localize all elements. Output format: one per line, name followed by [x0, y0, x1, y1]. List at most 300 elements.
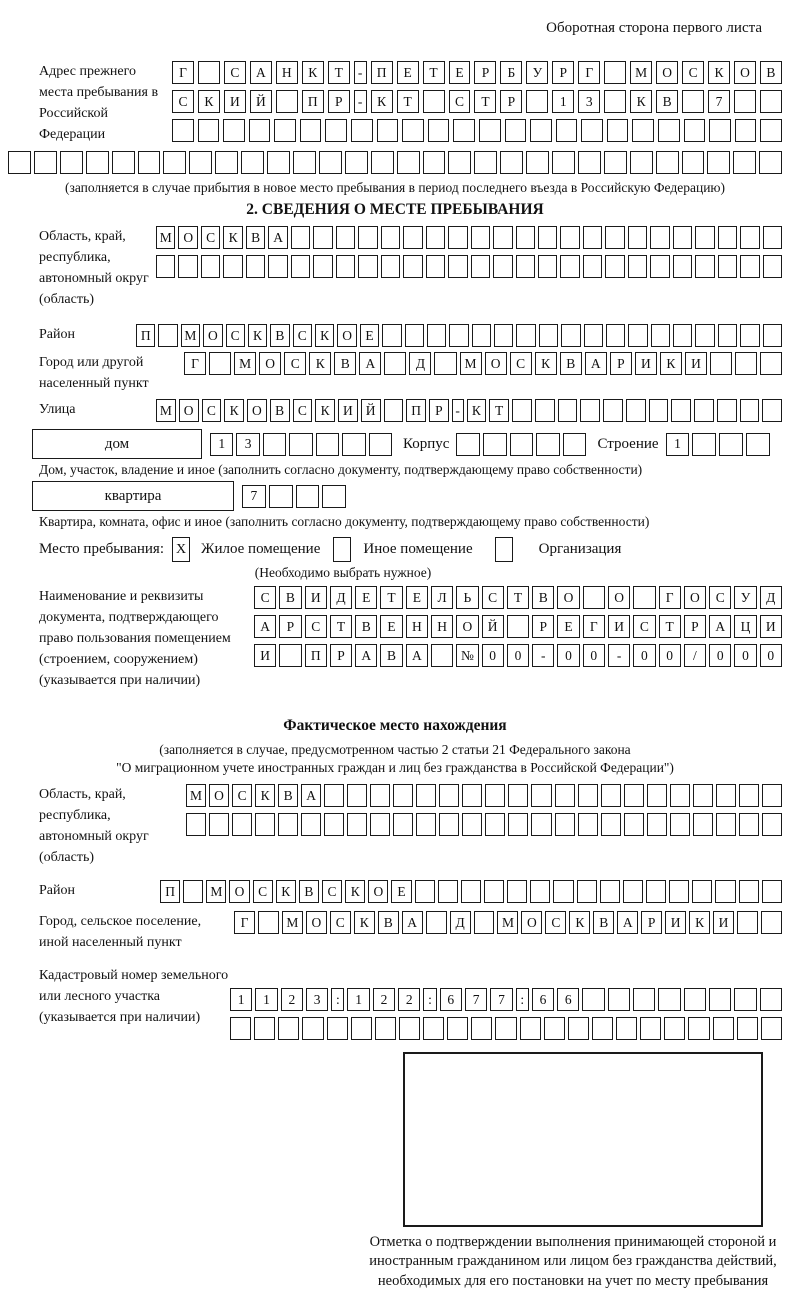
char-cell[interactable] [526, 90, 548, 113]
char-cell[interactable] [516, 226, 535, 249]
char-cell[interactable] [301, 813, 321, 836]
char-cell[interactable]: Р [279, 615, 301, 638]
char-cell[interactable] [684, 988, 706, 1011]
char-cell[interactable] [600, 880, 620, 903]
char-cell[interactable] [86, 151, 109, 174]
char-cell[interactable] [740, 226, 759, 249]
char-cell[interactable]: К [660, 352, 682, 375]
char-cell[interactable]: 6 [440, 988, 462, 1011]
char-cell[interactable]: У [526, 61, 548, 84]
char-cell[interactable] [734, 90, 756, 113]
char-cell[interactable]: С [293, 399, 313, 422]
char-cell[interactable] [536, 433, 560, 456]
char-cell[interactable]: С [682, 61, 704, 84]
char-cell[interactable] [263, 433, 286, 456]
char-cell[interactable]: А [585, 352, 607, 375]
char-cell[interactable] [183, 880, 203, 903]
char-cell[interactable] [448, 255, 467, 278]
char-cell[interactable] [762, 784, 782, 807]
char-cell[interactable] [555, 813, 575, 836]
char-cell[interactable] [761, 1017, 782, 1040]
char-cell[interactable]: М [186, 784, 206, 807]
char-cell[interactable]: Т [474, 90, 496, 113]
char-cell[interactable] [384, 399, 404, 422]
char-cell[interactable]: В [334, 352, 356, 375]
char-cell[interactable]: Т [330, 615, 352, 638]
char-cell[interactable] [692, 433, 716, 456]
char-cell[interactable] [479, 119, 501, 142]
char-cell[interactable]: С [293, 324, 312, 347]
char-cell[interactable]: И [224, 90, 246, 113]
char-cell[interactable] [319, 151, 342, 174]
char-cell[interactable]: Г [184, 352, 206, 375]
char-cell[interactable] [493, 255, 512, 278]
char-cell[interactable]: 1 [552, 90, 574, 113]
char-cell[interactable]: Е [391, 880, 411, 903]
char-cell[interactable]: М [630, 61, 652, 84]
char-cell[interactable] [241, 151, 264, 174]
char-cell[interactable] [448, 226, 467, 249]
char-cell[interactable]: А [355, 644, 377, 667]
char-cell[interactable] [399, 1017, 420, 1040]
char-cell[interactable] [313, 255, 332, 278]
char-cell[interactable] [507, 615, 529, 638]
char-cell[interactable]: В [279, 586, 301, 609]
char-cell[interactable]: 0 [507, 644, 529, 667]
char-cell[interactable]: В [532, 586, 554, 609]
char-cell[interactable] [358, 226, 377, 249]
char-cell[interactable] [198, 119, 220, 142]
char-cell[interactable] [606, 324, 625, 347]
char-cell[interactable]: Д [409, 352, 431, 375]
char-cell[interactable] [201, 255, 220, 278]
char-cell[interactable]: С [172, 90, 194, 113]
char-cell[interactable]: 7 [242, 485, 266, 508]
char-cell[interactable] [500, 151, 523, 174]
char-cell[interactable]: Т [659, 615, 681, 638]
char-cell[interactable] [628, 255, 647, 278]
char-cell[interactable]: В [246, 226, 265, 249]
char-cell[interactable] [693, 813, 713, 836]
char-cell[interactable]: Б [500, 61, 522, 84]
char-cell[interactable]: Д [330, 586, 352, 609]
char-cell[interactable]: 7 [465, 988, 487, 1011]
char-cell[interactable] [630, 151, 653, 174]
char-cell[interactable]: 2 [373, 988, 395, 1011]
char-cell[interactable] [371, 151, 394, 174]
char-cell[interactable] [582, 988, 604, 1011]
char-cell[interactable]: И [713, 911, 734, 934]
char-cell[interactable] [760, 90, 782, 113]
char-cell[interactable]: Й [482, 615, 504, 638]
char-cell[interactable]: О [684, 586, 706, 609]
char-cell[interactable] [393, 784, 413, 807]
char-cell[interactable] [739, 813, 759, 836]
char-cell[interactable]: О [306, 911, 327, 934]
char-cell[interactable] [456, 433, 480, 456]
char-cell[interactable]: Е [397, 61, 419, 84]
char-cell[interactable] [60, 151, 83, 174]
char-cell[interactable]: А [709, 615, 731, 638]
char-cell[interactable] [578, 813, 598, 836]
char-cell[interactable] [258, 911, 279, 934]
char-cell[interactable] [531, 784, 551, 807]
char-cell[interactable] [740, 399, 760, 422]
char-cell[interactable]: В [380, 644, 402, 667]
char-cell[interactable]: : [331, 988, 344, 1011]
char-cell[interactable] [739, 880, 759, 903]
char-cell[interactable] [403, 255, 422, 278]
apartment-field-box[interactable] [32, 481, 234, 511]
char-cell[interactable] [761, 911, 782, 934]
char-cell[interactable] [267, 151, 290, 174]
char-cell[interactable] [538, 255, 557, 278]
char-cell[interactable] [230, 1017, 251, 1040]
char-cell[interactable] [673, 226, 692, 249]
char-cell[interactable]: Н [406, 615, 428, 638]
char-cell[interactable]: М [181, 324, 200, 347]
char-cell[interactable]: 7 [490, 988, 512, 1011]
char-cell[interactable] [209, 352, 231, 375]
char-cell[interactable] [555, 784, 575, 807]
char-cell[interactable] [669, 880, 689, 903]
char-cell[interactable]: 0 [709, 644, 731, 667]
char-cell[interactable] [279, 644, 301, 667]
char-cell[interactable]: С [322, 880, 342, 903]
char-cell[interactable] [628, 226, 647, 249]
char-cell[interactable] [592, 1017, 613, 1040]
char-cell[interactable] [485, 813, 505, 836]
char-cell[interactable] [580, 399, 600, 422]
char-cell[interactable] [733, 151, 756, 174]
char-cell[interactable] [762, 399, 782, 422]
char-cell[interactable] [647, 784, 667, 807]
char-cell[interactable] [715, 880, 735, 903]
char-cell[interactable] [189, 151, 212, 174]
char-cell[interactable]: Р [684, 615, 706, 638]
char-cell[interactable]: В [760, 61, 782, 84]
char-cell[interactable] [746, 433, 770, 456]
char-cell[interactable]: С [224, 61, 246, 84]
char-cell[interactable] [471, 1017, 492, 1040]
char-cell[interactable] [402, 119, 424, 142]
char-cell[interactable] [563, 433, 587, 456]
char-cell[interactable] [382, 324, 401, 347]
char-cell[interactable]: О [247, 399, 267, 422]
char-cell[interactable] [375, 1017, 396, 1040]
char-cell[interactable] [760, 352, 782, 375]
char-cell[interactable]: С [253, 880, 273, 903]
char-cell[interactable] [695, 255, 714, 278]
char-cell[interactable] [255, 813, 275, 836]
char-cell[interactable] [601, 813, 621, 836]
char-cell[interactable] [112, 151, 135, 174]
char-cell[interactable]: К [248, 324, 267, 347]
char-cell[interactable]: 1 [255, 988, 277, 1011]
char-cell[interactable] [713, 1017, 734, 1040]
char-cell[interactable] [605, 255, 624, 278]
char-cell[interactable] [656, 151, 679, 174]
char-cell[interactable]: 6 [532, 988, 554, 1011]
char-cell[interactable] [428, 119, 450, 142]
char-cell[interactable] [650, 226, 669, 249]
char-cell[interactable] [682, 151, 705, 174]
char-cell[interactable] [693, 784, 713, 807]
char-cell[interactable]: Г [583, 615, 605, 638]
char-cell[interactable] [377, 119, 399, 142]
char-cell[interactable]: С [633, 615, 655, 638]
char-cell[interactable]: О [209, 784, 229, 807]
char-cell[interactable] [632, 119, 654, 142]
char-cell[interactable]: К [371, 90, 393, 113]
char-cell[interactable]: 3 [578, 90, 600, 113]
char-cell[interactable]: П [302, 90, 324, 113]
char-cell[interactable] [718, 255, 737, 278]
char-cell[interactable] [561, 324, 580, 347]
char-cell[interactable] [626, 399, 646, 422]
char-cell[interactable]: В [378, 911, 399, 934]
char-cell[interactable]: 0 [659, 644, 681, 667]
char-cell[interactable]: А [254, 615, 276, 638]
char-cell[interactable]: С [305, 615, 327, 638]
char-cell[interactable] [695, 226, 714, 249]
char-cell[interactable] [484, 880, 504, 903]
char-cell[interactable]: Г [659, 586, 681, 609]
char-cell[interactable] [531, 813, 551, 836]
char-cell[interactable] [510, 433, 534, 456]
char-cell[interactable] [316, 433, 339, 456]
char-cell[interactable] [254, 1017, 275, 1040]
char-cell[interactable] [526, 151, 549, 174]
char-cell[interactable]: К [224, 399, 244, 422]
char-cell[interactable]: С [545, 911, 566, 934]
char-cell[interactable] [336, 255, 355, 278]
char-cell[interactable]: Н [276, 61, 298, 84]
char-cell[interactable]: С [201, 226, 220, 249]
char-cell[interactable]: Е [380, 615, 402, 638]
char-cell[interactable] [269, 485, 293, 508]
char-cell[interactable] [434, 352, 456, 375]
char-cell[interactable]: 1 [230, 988, 252, 1011]
char-cell[interactable] [336, 226, 355, 249]
char-cell[interactable]: П [305, 644, 327, 667]
char-cell[interactable]: № [456, 644, 478, 667]
char-cell[interactable] [291, 255, 310, 278]
char-cell[interactable] [384, 352, 406, 375]
char-cell[interactable]: : [423, 988, 436, 1011]
house-field-box[interactable] [32, 429, 202, 459]
char-cell[interactable]: - [452, 399, 464, 422]
char-cell[interactable] [483, 433, 507, 456]
char-cell[interactable] [624, 813, 644, 836]
char-cell[interactable] [716, 813, 736, 836]
char-cell[interactable]: - [532, 644, 554, 667]
char-cell[interactable] [423, 1017, 444, 1040]
char-cell[interactable] [381, 226, 400, 249]
char-cell[interactable]: И [760, 615, 782, 638]
char-cell[interactable] [658, 988, 680, 1011]
char-cell[interactable] [670, 784, 690, 807]
char-cell[interactable] [278, 1017, 299, 1040]
char-cell[interactable] [369, 433, 392, 456]
char-cell[interactable]: 0 [557, 644, 579, 667]
char-cell[interactable] [449, 324, 468, 347]
char-cell[interactable]: И [685, 352, 707, 375]
char-cell[interactable] [688, 1017, 709, 1040]
char-cell[interactable]: А [359, 352, 381, 375]
char-cell[interactable] [508, 813, 528, 836]
char-cell[interactable]: В [270, 324, 289, 347]
char-cell[interactable]: С [510, 352, 532, 375]
char-cell[interactable]: О [178, 226, 197, 249]
char-cell[interactable] [278, 813, 298, 836]
char-cell[interactable] [658, 119, 680, 142]
char-cell[interactable] [426, 255, 445, 278]
char-cell[interactable] [671, 399, 691, 422]
char-cell[interactable]: Т [423, 61, 445, 84]
char-cell[interactable] [664, 1017, 685, 1040]
char-cell[interactable]: О [734, 61, 756, 84]
char-cell[interactable] [633, 586, 655, 609]
char-cell[interactable] [358, 255, 377, 278]
char-cell[interactable]: К [315, 324, 334, 347]
char-cell[interactable] [138, 151, 161, 174]
char-cell[interactable]: : [516, 988, 529, 1011]
char-cell[interactable] [296, 485, 320, 508]
char-cell[interactable] [684, 119, 706, 142]
char-cell[interactable] [718, 324, 737, 347]
char-cell[interactable] [426, 911, 447, 934]
char-cell[interactable] [426, 226, 445, 249]
char-cell[interactable] [223, 255, 242, 278]
char-cell[interactable] [471, 226, 490, 249]
char-cell[interactable]: К [569, 911, 590, 934]
char-cell[interactable] [556, 119, 578, 142]
char-cell[interactable] [163, 151, 186, 174]
char-cell[interactable] [505, 119, 527, 142]
char-cell[interactable]: Г [234, 911, 255, 934]
char-cell[interactable] [577, 880, 597, 903]
char-cell[interactable]: Р [328, 90, 350, 113]
char-cell[interactable] [560, 226, 579, 249]
char-cell[interactable] [423, 151, 446, 174]
char-cell[interactable] [707, 151, 730, 174]
char-cell[interactable] [186, 813, 206, 836]
char-cell[interactable]: - [354, 61, 367, 84]
char-cell[interactable]: С [254, 586, 276, 609]
char-cell[interactable]: И [635, 352, 657, 375]
char-cell[interactable]: 0 [760, 644, 782, 667]
char-cell[interactable] [215, 151, 238, 174]
char-cell[interactable] [759, 151, 782, 174]
char-cell[interactable]: С [709, 586, 731, 609]
char-cell[interactable] [322, 485, 346, 508]
char-cell[interactable] [763, 255, 782, 278]
char-cell[interactable] [300, 119, 322, 142]
char-cell[interactable]: Е [449, 61, 471, 84]
char-cell[interactable] [268, 255, 287, 278]
char-cell[interactable] [694, 399, 714, 422]
char-cell[interactable] [274, 119, 296, 142]
char-cell[interactable]: В [270, 399, 290, 422]
char-cell[interactable]: С [232, 784, 252, 807]
char-cell[interactable]: Д [760, 586, 782, 609]
char-cell[interactable]: 0 [633, 644, 655, 667]
char-cell[interactable]: К [198, 90, 220, 113]
char-cell[interactable] [493, 226, 512, 249]
char-cell[interactable] [423, 90, 445, 113]
char-cell[interactable] [345, 151, 368, 174]
char-cell[interactable]: К [309, 352, 331, 375]
char-cell[interactable]: 1 [347, 988, 369, 1011]
char-cell[interactable]: Р [500, 90, 522, 113]
char-cell[interactable]: 3 [306, 988, 328, 1011]
char-cell[interactable]: С [449, 90, 471, 113]
char-cell[interactable] [762, 880, 782, 903]
char-cell[interactable] [431, 644, 453, 667]
char-cell[interactable] [198, 61, 220, 84]
char-cell[interactable]: В [278, 784, 298, 807]
char-cell[interactable] [438, 880, 458, 903]
char-cell[interactable]: С [330, 911, 351, 934]
char-cell[interactable] [763, 226, 782, 249]
char-cell[interactable]: Й [361, 399, 381, 422]
char-cell[interactable] [474, 151, 497, 174]
char-cell[interactable] [495, 1017, 516, 1040]
char-cell[interactable]: К [689, 911, 710, 934]
char-cell[interactable] [416, 784, 436, 807]
char-cell[interactable]: О [485, 352, 507, 375]
char-cell[interactable]: Р [474, 61, 496, 84]
char-cell[interactable] [453, 119, 475, 142]
char-cell[interactable]: Т [328, 61, 350, 84]
char-cell[interactable] [427, 324, 446, 347]
char-cell[interactable] [735, 352, 757, 375]
char-cell[interactable] [34, 151, 57, 174]
char-cell[interactable]: А [250, 61, 272, 84]
char-cell[interactable] [623, 880, 643, 903]
char-cell[interactable]: К [535, 352, 557, 375]
char-cell[interactable] [471, 255, 490, 278]
char-cell[interactable]: К [708, 61, 730, 84]
char-cell[interactable] [474, 911, 495, 934]
char-cell[interactable] [553, 880, 573, 903]
char-cell[interactable] [640, 1017, 661, 1040]
char-cell[interactable] [461, 880, 481, 903]
char-cell[interactable]: Р [552, 61, 574, 84]
char-cell[interactable] [448, 151, 471, 174]
char-cell[interactable]: О [229, 880, 249, 903]
char-cell[interactable]: Е [360, 324, 379, 347]
char-cell[interactable]: М [460, 352, 482, 375]
char-cell[interactable]: А [406, 644, 428, 667]
char-cell[interactable] [351, 1017, 372, 1040]
char-cell[interactable] [535, 399, 555, 422]
char-cell[interactable] [508, 784, 528, 807]
char-cell[interactable] [494, 324, 513, 347]
char-cell[interactable]: М [234, 352, 256, 375]
char-cell[interactable] [327, 1017, 348, 1040]
char-cell[interactable]: К [315, 399, 335, 422]
char-cell[interactable]: 3 [236, 433, 259, 456]
char-cell[interactable]: Е [406, 586, 428, 609]
char-cell[interactable]: 2 [398, 988, 420, 1011]
char-cell[interactable] [695, 324, 714, 347]
char-cell[interactable]: Г [578, 61, 600, 84]
char-cell[interactable]: 0 [583, 644, 605, 667]
char-cell[interactable] [673, 324, 692, 347]
char-cell[interactable]: Т [397, 90, 419, 113]
